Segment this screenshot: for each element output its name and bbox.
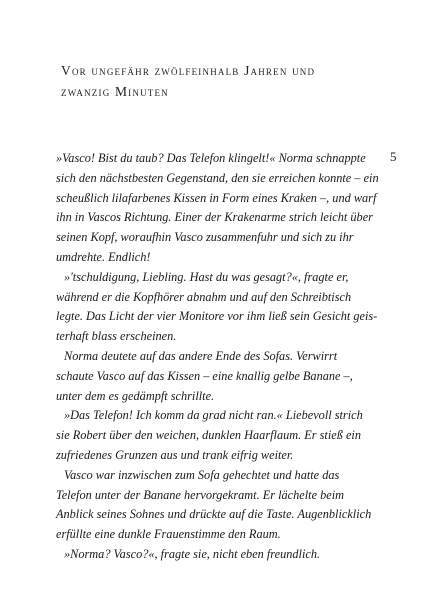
text-line: seinen Kopf, woraufhin Vasco zusammenfuhr und sich zu ihr <box>56 230 354 245</box>
text-line: zufriedenes Grunzen aus und trank eifrig weiter. <box>56 447 294 462</box>
text-line: erfüllte eine dunkle Frauenstimme den Raum. <box>56 527 281 542</box>
paragraph <box>56 149 378 268</box>
text-line: Telefon unter der Banane hervorgekramt. Er lächelte beim <box>56 487 345 502</box>
text-line: unter dem es gedämpft schrillte. <box>56 388 215 403</box>
page-number: 5 <box>390 149 397 164</box>
text-line: während er die Kopfhörer abnahm und auf den Schreibtisch <box>56 289 352 304</box>
paragraph <box>56 406 378 465</box>
text-line: scheußlich lilafarbenes Kissen in Form eines Kraken –, und warf <box>56 190 377 205</box>
paragraph <box>56 545 378 565</box>
paragraph <box>56 466 378 545</box>
text-line: Norma deutete auf das andere Ende des Sofas. Verwirrt <box>64 348 338 363</box>
chapter-heading-line-2: zwanzig Minuten <box>61 84 169 99</box>
text-line: »'tschuldigung, Liebling. Hast du was gesagt?«, fragte er, <box>64 269 349 284</box>
text-line: sich den nächstbesten Gegenstand, den sie erreichen konnte – ein <box>56 170 379 185</box>
chapter-heading <box>61 60 361 102</box>
body-text <box>56 149 378 565</box>
text-line: sie Robert über den weichen, dunklen Haarflaum. Er stieß ein <box>56 428 361 443</box>
text-line: »Das Telefon! Ich komm da grad nicht ran.« Liebevoll strich <box>64 408 363 423</box>
text-line: terhaft blass erscheinen. <box>56 329 177 344</box>
text-line: Vasco war inzwischen zum Sofa gehechtet und hatte das <box>64 467 340 482</box>
text-line: »Norma? Vasco?«, fragte sie, nicht eben freundlich. <box>64 546 321 561</box>
text-line: ihn in Vascos Richtung. Einer der Krakenarme strich leicht über <box>56 210 373 225</box>
text-line: umdrehte. Endlich! <box>56 249 151 264</box>
chapter-heading-line-1: Vor ungefähr zwölfeinhalb Jahren und <box>61 63 316 78</box>
text-line: legte. Das Licht der vier Monitore vor ihm ließ sein Gesicht geis- <box>56 309 378 324</box>
text-line: »Vasco! Bist du taub? Das Telefon klingelt!« Norma schnappte <box>56 151 366 165</box>
paragraph <box>56 268 378 347</box>
paragraph <box>56 347 378 406</box>
text-line: Anblick seines Sohnes und drückte auf die Taste. Augenblicklich <box>56 507 372 522</box>
text-line: schaute Vasco auf das Kissen – eine knallig gelbe Banane –, <box>56 368 353 383</box>
